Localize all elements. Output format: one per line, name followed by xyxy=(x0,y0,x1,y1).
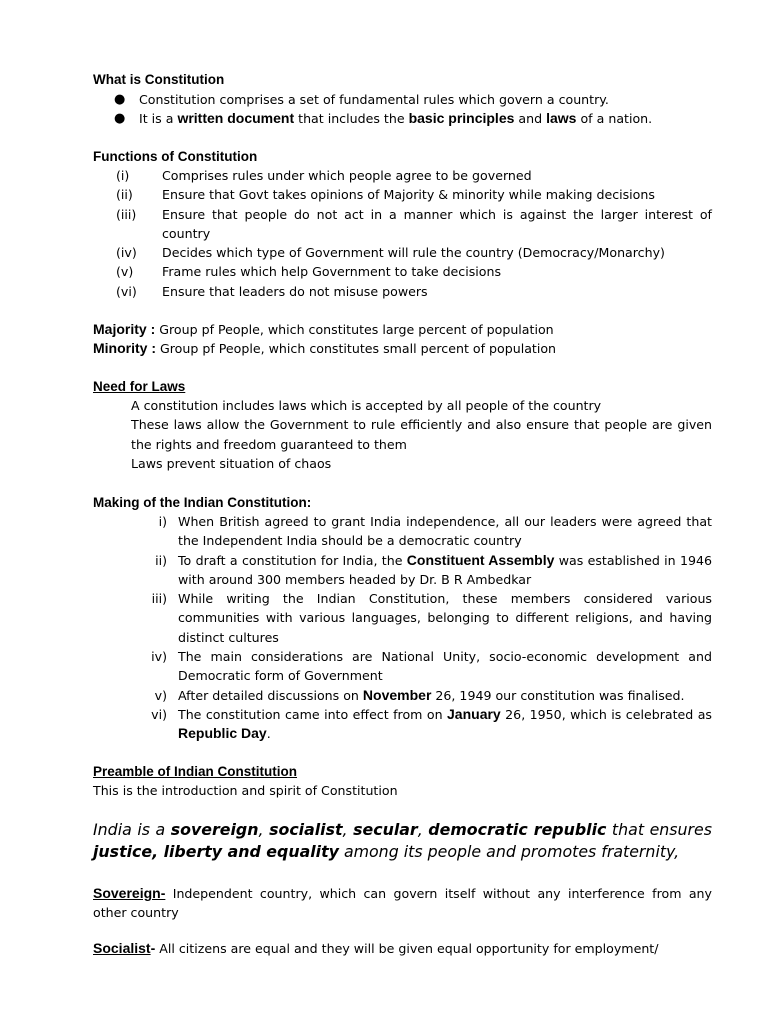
list-item: ii) To draft a constitution for India, the Constituent Assembly was established in 1946 with around 300 members headed by Dr. B R Ambedkar xyxy=(155,551,712,587)
list-item: (ii) Ensure that Govt takes opinions of Majority & minority while making decisions xyxy=(116,187,655,203)
list-item: i) When British agreed to grant India independence, all our leaders were agreed that the Independent India should be a democratic country xyxy=(158,514,712,549)
list-item: (i) Comprises rules under which people agree to be governed xyxy=(116,168,532,183)
functions-list xyxy=(93,166,712,301)
bullet-icon: ● xyxy=(114,92,126,107)
paragraph: Laws prevent situation of chaos xyxy=(131,455,332,471)
paragraph: A constitution includes laws which is accepted by all people of the country xyxy=(131,398,602,413)
socialist-definition: Socialist- All citizens are equal and they will be given equal opportunity for employment/ xyxy=(93,940,659,956)
sovereign-definition: Sovereign- Independent country, which can govern itself without any interference from any other country xyxy=(93,885,712,921)
need-for-laws-text xyxy=(93,396,712,473)
list-item: (iv) Decides which type of Government will rule the country (Democracy/Monarchy) xyxy=(116,245,665,261)
list-item: vi) The constitution came into effect from on January 26, 1950, which is celebrated as Republic Day. xyxy=(151,705,712,742)
what-is-bullet-list xyxy=(93,90,712,129)
list-item: iii) While writing the Indian Constitution, these members considered various communities with various languages, belonging to different religions, and having distinct cultures xyxy=(151,591,712,645)
majority-definition: Majority : Group pf People, which constitutes large percent of population xyxy=(93,321,554,337)
what-is-constitution-heading: What is Constitution xyxy=(93,72,225,87)
list-item: (iii) Ensure that people do not act in a manner which is against the larger interest of country xyxy=(116,206,712,241)
preamble-text: India is a sovereign, socialist, secular, democratic republic that ensures justice, liberty and equality among its people and promotes fraternity, xyxy=(93,820,712,861)
preamble-intro: This is the introduction and spirit of Constitution xyxy=(93,783,398,798)
list-item: ● Constitution comprises a set of fundamental rules which govern a country. xyxy=(93,90,712,109)
list-item: iv) The main considerations are National Unity, socio-economic development and Democratic form of Government xyxy=(151,649,712,684)
making-list xyxy=(93,512,712,744)
functions-heading: Functions of Constitution xyxy=(93,149,258,164)
paragraph: These laws allow the Government to rule efficiently and also ensure that people are given the rights and freedom guaranteed to them xyxy=(131,417,712,452)
list-item: (v) Frame rules which help Government to take decisions xyxy=(116,264,502,280)
need-for-laws-heading: Need for Laws xyxy=(93,379,186,394)
list-item: ● It is a written document that includes the basic principles and laws of a nation. xyxy=(93,109,712,128)
minority-definition: Minority : Group pf People, which constitutes small percent of population xyxy=(93,340,557,356)
bullet-icon: ● xyxy=(114,111,126,127)
list-item: v) After detailed discussions on November 26, 1949 our constitution was finalised. xyxy=(154,686,685,703)
list-item: (vi) Ensure that leaders do not misuse powers xyxy=(116,283,428,299)
making-heading: Making of the Indian Constitution: xyxy=(93,495,312,510)
preamble-heading: Preamble of Indian Constitution xyxy=(93,764,298,779)
